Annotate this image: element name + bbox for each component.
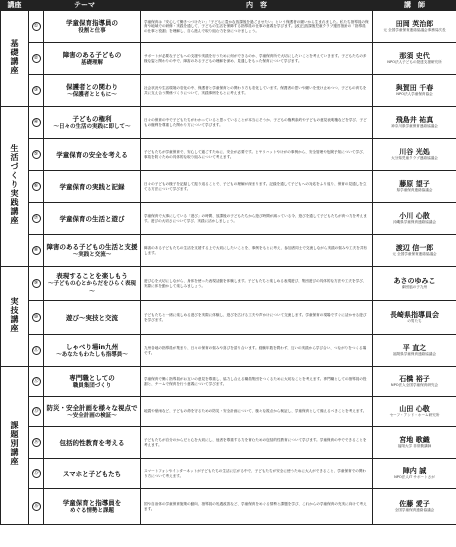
row-lecturer: 那須 史代 NPO法人子どもの発達支援研究所 (373, 43, 456, 75)
header-content: 内 容 (141, 1, 373, 11)
row-lecturer: 小川 心散 沖縄県学童保育連絡協議会 (373, 203, 456, 235)
category-cell (1, 367, 29, 525)
table-row (1, 235, 456, 267)
row-theme: 包括的性教育を考える (44, 427, 141, 459)
row-theme: 障害のある子どもの生活と支援 ～実践と交流～ (44, 235, 141, 267)
row-description: 国や自治体の学童保育施策の動向、指導員の処遇改善など、学童保育をめぐる情勢と課題を学び、これからの学童保育の充実に向けて考えます。 (141, 489, 373, 525)
row-description: 学童保育で大事にしている「遊び」の時間、放課後の子どもたちから遊び時間が減っている今、遊びを通して子どもたちが育つ力を考えます。遊びの大切さについて学び、実践に活かしましょう。 (141, 203, 373, 235)
row-number: ⑤ (29, 139, 44, 171)
row-number: ⑪ (29, 335, 44, 367)
header-lecturer: 講 師 (373, 1, 456, 11)
header-category: 講座 (1, 1, 29, 11)
row-lecturer: 田岡 英治郎 元 全国学童保育連絡協議会事務局次長 (373, 11, 456, 43)
row-description: 子どもたちが自分のからだと心を大切にし、他者を尊重する力を育むための包括的性教育について学びます。学童保育の中でできることを考えます。 (141, 427, 373, 459)
table-row (1, 367, 456, 397)
row-number: ⑥ (29, 171, 44, 203)
table-row (1, 107, 456, 139)
row-lecturer: 川谷 光処 大分県児童クラブ連絡協議会 (373, 139, 456, 171)
category-cell (1, 267, 29, 367)
row-theme: 表現することを楽しもう ～子どもの心とからだをひらく表現～ (44, 267, 141, 301)
row-description: 九州各地の指導員が集まり、日々の保育の悩みや喜びを語り合います。経験年数を問わず、互いの実践から学び合い、つながりをつくる場です。 (141, 335, 373, 367)
row-description: 子どもたちと一緒に楽しめる遊びを実際に体験し、遊びを広げる工夫や声かけについて交流します。学童保育の現場ですぐに活かせる遊びを学びます。 (141, 301, 373, 335)
row-theme: 子どもの権利 ～日々の生活の実践に即して～ (44, 107, 141, 139)
row-lecturer: 佐藤 愛子 全国学童保育連絡協議会 (373, 489, 456, 525)
table-row (1, 11, 456, 43)
category-cell (1, 107, 29, 267)
row-theme: 学童保育と指導員を めぐる情勢と課題 (44, 489, 141, 525)
row-description: 学童保育は「安心して働きつづけたい」「子どもに豊かな放課後を過ごさせたい」という保護者の願いから生まれました。私たち指導員の保育や地域での研修・実践を通して、子どもの生活を保障する指導員の仕事の意義を学びます。[改正]放課後児童クラブ運営指針の「指導員の仕事と役割」を理解し、自ら進んで取り組む力を身につけましょう。 (141, 11, 373, 43)
category-label: 基礎講座 (10, 38, 19, 75)
row-description: 遊び心を大切にしながら、身体を使った表現活動を体験します。子どもたちと楽しめる表現遊び、集団遊びの具体的な方法や工夫を学び、実際に体を動かして楽しみましょう。 (141, 267, 373, 301)
row-lecturer: 宮地 歌織 福岡大学 非常勤講師 (373, 427, 456, 459)
row-number: ⑭ (29, 427, 44, 459)
row-theme: 学童保育の実践と記録 (44, 171, 141, 203)
row-number: ⑧ (29, 235, 44, 267)
row-lecturer: あさのゆみこ 劇団風の子九州 (373, 267, 456, 301)
row-description: 社会状況や生活環境の変化の中、保護者と学童保育との関わり方も変化しています。保護者の思いや願いを受け止めつつ、子どもの育ちを共に支え合う関係づくりについて、実践事例をもとに考えます。 (141, 75, 373, 107)
table-row (1, 139, 456, 171)
table-row (1, 171, 456, 203)
row-theme: 障害のある子どもの 基礎理解 (44, 43, 141, 75)
row-lecturer: 長崎県指導員会 の男たち (373, 301, 456, 335)
table-row (1, 267, 456, 301)
row-description: 日々の保育の中で子どもたちがわかっていると思っていることが本当にそうか、子どもの権利条約や子どもの意見表明権などを学び、子どもの権利を尊重した関わり方について学びます。 (141, 107, 373, 139)
row-theme: 保護者との関わり ～保護者とともに～ (44, 75, 141, 107)
table-row (1, 43, 456, 75)
row-description: サポートが必要な子どもへの支援や実践を行うために何ができるのか、学童保育所で大切にしたいことを考えていきます。子どもたちの多様な姿と関わりの中で、障害のある子どもの理解を深め、見通しをもった保育について学びます。 (141, 43, 373, 75)
table-row (1, 427, 456, 459)
table-row (1, 301, 456, 335)
row-theme: 遊び～実技と交流 (44, 301, 141, 335)
row-number: ① (29, 11, 44, 43)
row-lecturer: 飛島井 祐真 神奈川県学童保育連絡協議会 (373, 107, 456, 139)
table-row (1, 489, 456, 525)
category-cell (1, 11, 29, 107)
table-row (1, 397, 456, 427)
row-lecturer: 山田 心敬 セーフ・アンド・ホーム研究所 (373, 397, 456, 427)
row-description: 障害のある子どもたちの生活を支援する上で大切にしたいことを、事例をもとに考え、参加者同士で交流しながら実践の悩みや工夫を共有します。 (141, 235, 373, 267)
row-number: ④ (29, 107, 44, 139)
header-theme: テーマ (29, 1, 141, 11)
row-number: ⑦ (29, 203, 44, 235)
row-number: ⑮ (29, 459, 44, 489)
row-description: スマートフォンやインターネットが子どもたちの生活に広がる中で、子どもたちが安全に使うために大人ができること、学童保育での関わり方について考えます。 (141, 459, 373, 489)
category-label: 課題別講座 (10, 421, 19, 466)
row-theme: 学童保育指導員の 役割と仕事 (44, 11, 141, 43)
category-label: 実技講座 (10, 296, 19, 333)
row-lecturer: 與賀田 千春 NPO法人学童保育協会 (373, 75, 456, 107)
row-number: ⑫ (29, 367, 44, 397)
row-description: 学童保育で働く指導員がお互いの意見を尊重し、協力し合える職員集団をつくるために大切なことを考えます。専門職としての指導員の役割と、チームで保育を行う意義について学びます。 (141, 367, 373, 397)
row-description: 日々の子どもの様子を記録して振り返ることで、子どもの理解が深まります。記録を通して子どもへの対応をふり返り、保育の見通しを立てる方法について学びます。 (141, 171, 373, 203)
table-row (1, 459, 456, 489)
row-description: 地震や豪雨など、子どもの命を守るための防災・安全計画について、様々な視点から検証し、学童保育として備えるべきことを考えます。 (141, 397, 373, 427)
row-theme: スマホと子どもたち (44, 459, 141, 489)
row-number: ② (29, 43, 44, 75)
row-lecturer: 石橋 裕子 NPO法人全国学童保育研究会 (373, 367, 456, 397)
row-lecturer: 平 直之 福岡県学童保育連絡協議会 (373, 335, 456, 367)
table-row (1, 203, 456, 235)
row-number: ⑯ (29, 489, 44, 525)
row-lecturer: 陣内 誠 NPO法人IT サポートさが (373, 459, 456, 489)
category-label: 生活づくり実践講座 (10, 144, 19, 225)
row-number: ③ (29, 75, 44, 107)
row-number: ⑬ (29, 397, 44, 427)
row-number: ⑩ (29, 301, 44, 335)
table-header (1, 1, 456, 11)
row-number: ⑨ (29, 267, 44, 301)
row-theme: 専門職としての 職員集団づくり (44, 367, 141, 397)
table-row (1, 75, 456, 107)
row-theme: しゃべり場in九州 ～あなたもわたしも指導員～ (44, 335, 141, 367)
row-theme: 学童保育の安全を考える (44, 139, 141, 171)
row-theme: 防災・安全計画を様々な視点で ～安全計画の検証～ (44, 397, 141, 427)
table-row (1, 335, 456, 367)
row-lecturer: 渡辺 信一郎 元 全国学童保育連絡協議会 (373, 235, 456, 267)
row-description: 子どもたちが学童保育で、安心して過ごすために、安全が必要です。ヒヤリハットやけがの事例から、安全管理や危険予知について学び、事故を防ぐための具体的な取り組みについて考えます。 (141, 139, 373, 171)
row-theme: 学童保育の生活と遊び (44, 203, 141, 235)
row-lecturer: 藤原 望子 県学童保育連絡協議会 (373, 171, 456, 203)
